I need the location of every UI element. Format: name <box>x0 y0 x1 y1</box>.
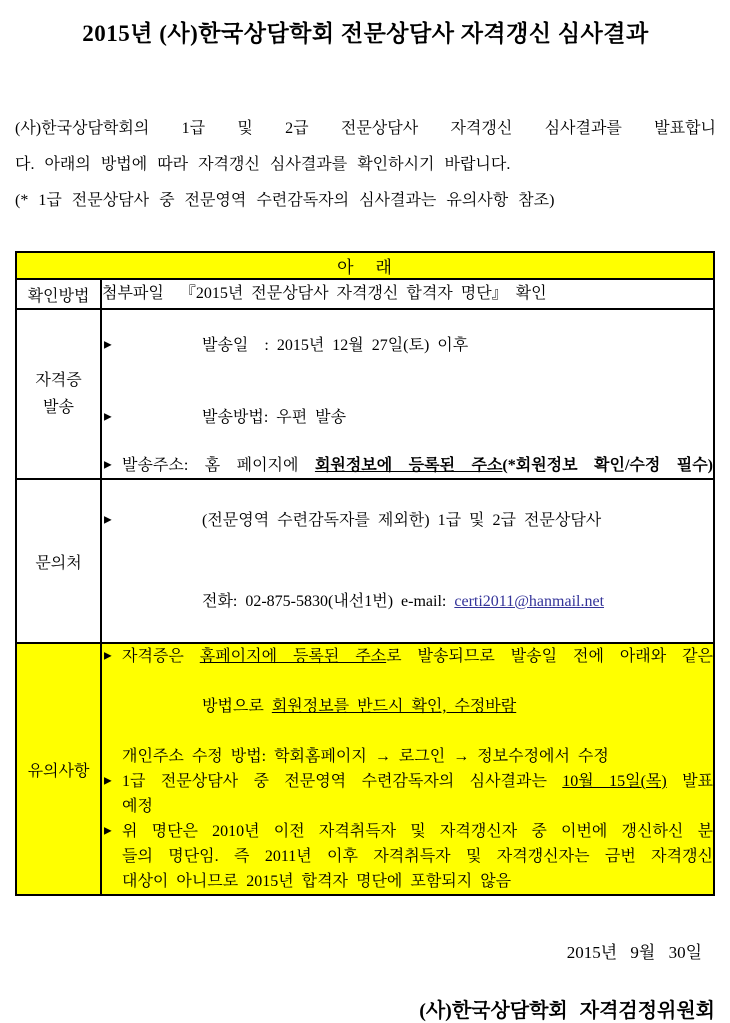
info-table <box>15 251 715 896</box>
note1-line1: ▶ 자격증은 홈페이지에 등록된 주소로 발송되므로 발송일 전에 아래와 같은 <box>104 648 714 665</box>
footer-date: 2015년 9월 30일 <box>566 943 702 962</box>
triangle-bullet-icon: ▶ <box>104 650 112 662</box>
intro-paragraph <box>15 111 716 219</box>
note1-line2: 방법으로 회원정보를 반드시 확인, 수정바람 <box>202 698 517 715</box>
note3-line3: 대상이 아니므로 2015년 합격자 명단에 포함되지 않음 <box>122 873 512 890</box>
delivery-address-line: ▶ 발송주소: 홈 페이지에 회원정보에 등록된 주소(*회원정보 확인/수정 필수) <box>104 457 713 474</box>
triangle-bullet-icon: ▶ <box>104 825 112 837</box>
confirm-method-text: 첨부파일 『2015년 전문상담사 자격갱신 합격자 명단』 확인 <box>102 285 547 302</box>
contact-phone-email-line: 전화: 02-875-5830(내선1번) e-mail: certi2011@hanmail.net <box>202 593 605 610</box>
note2-line1: ▶ 1급 전문상담사 중 전문영역 수련감독자의 심사결과는 10월 15일(목) 발표 <box>104 773 713 790</box>
row-notes <box>16 643 714 895</box>
note1-line3: 개인주소 수정 방법: 학회홈페이지 → 로그인 → 정보수정에서 수정 <box>122 748 609 765</box>
footer-organization: (사)한국상담학회 자격검정위원회 <box>419 1000 715 1022</box>
triangle-bullet-icon: ▶ <box>104 459 112 471</box>
registered-address-emphasis: 회원정보에 등록된 주소 <box>314 457 503 474</box>
intro-line-2: 다. 아래의 방법에 따라 자격갱신 심사결과를 확인하시기 바랍니다. <box>15 156 511 173</box>
table-header-title: 아 래 <box>16 252 714 279</box>
row-label-confirm-method: 확인방법 <box>16 279 101 309</box>
table-header-row <box>16 252 714 279</box>
intro-line-1: (사)한국상담학회의 1급 및 2급 전문상담사 자격갱신 심사결과를 발표합니 <box>15 120 716 137</box>
triangle-bullet-icon: ▶ <box>104 775 112 787</box>
row-label-certificate-delivery: 자격증 발송 <box>16 309 101 479</box>
contact-target-line: ▶ (전문영역 수련감독자를 제외한) 1급 및 2급 전문상담사 <box>104 512 602 529</box>
verify-member-info-emphasis: 회원정보를 반드시 확인, 수정바람 <box>271 698 517 715</box>
announce-date-emphasis: 10월 15일(목) <box>562 773 667 790</box>
note2-line2: 예정 <box>122 798 153 815</box>
triangle-bullet-icon: ▶ <box>104 514 112 526</box>
homepage-address-emphasis: 홈페이지에 등록된 주소 <box>199 648 387 665</box>
row-label-notes: 유의사항 <box>16 643 101 895</box>
row-confirm-method <box>16 279 714 309</box>
triangle-bullet-icon: ▶ <box>104 339 112 351</box>
email-link[interactable]: certi2011@hanmail.net <box>454 593 605 610</box>
delivery-method-line: ▶ 발송방법: 우편 발송 <box>104 409 347 426</box>
triangle-bullet-icon: ▶ <box>104 411 112 423</box>
row-contact <box>16 479 714 643</box>
note3-line2: 들의 명단임. 즉 2011년 이후 자격취득자 및 자격갱신자는 금번 자격갱신 <box>122 848 713 865</box>
page-title: 2015년 (사)한국상담학회 전문상담사 자격갱신 심사결과 <box>82 21 649 46</box>
row-label-contact: 문의처 <box>16 479 101 643</box>
check-update-required-emphasis: (*회원정보 확인/수정 필수) <box>502 457 713 474</box>
row-certificate-delivery <box>16 309 714 479</box>
note3-line1: ▶ 위 명단은 2010년 이전 자격취득자 및 자격갱신자 중 이번에 갱신하신 분 <box>104 823 713 840</box>
intro-line-3: (* 1급 전문상담사 중 전문영역 수련감독자의 심사결과는 유의사항 참조) <box>15 192 555 209</box>
delivery-date-line: ▶ 발송일 : 2015년 12월 27일(토) 이후 <box>104 337 469 354</box>
